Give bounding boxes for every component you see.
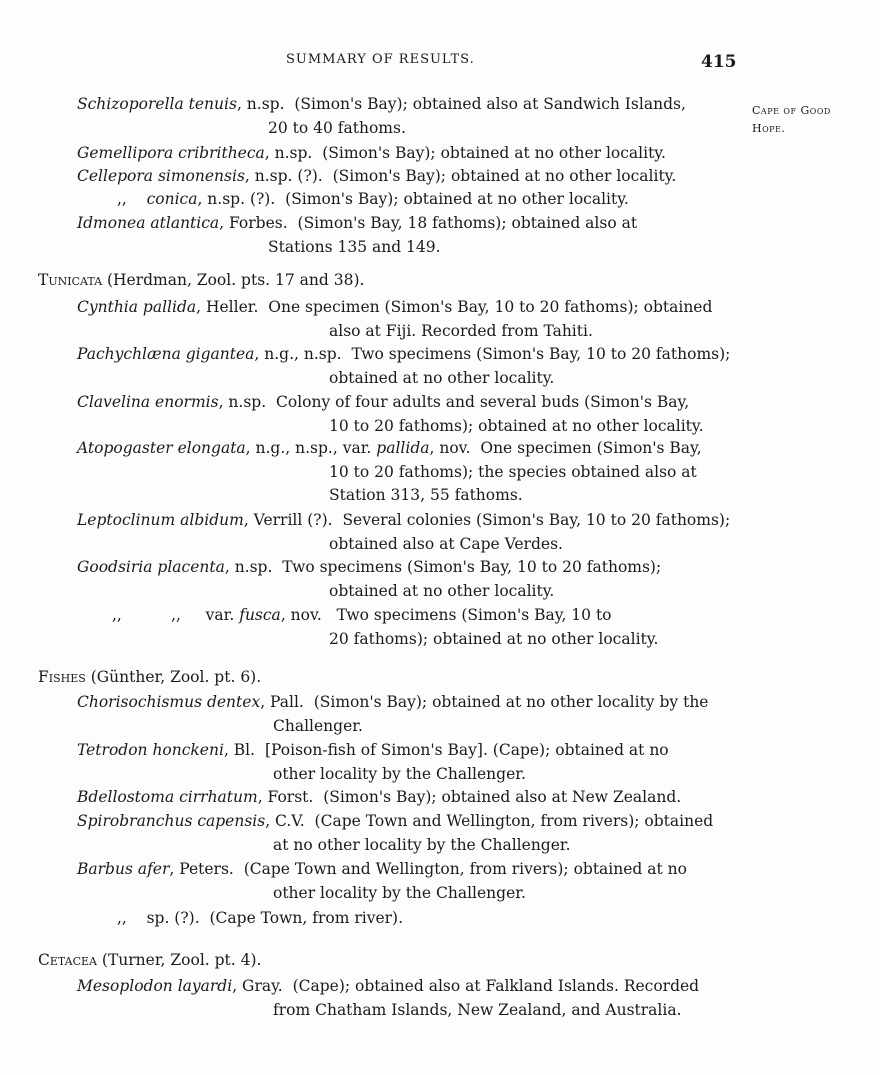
species-entry: [77, 509, 730, 556]
variety-name: fusca: [239, 606, 281, 624]
authority: , Heller.: [196, 298, 259, 316]
locality-text: (Cape Town, from river).: [209, 909, 404, 927]
continuation-line: at no other locality by the Challenger.: [273, 835, 571, 854]
locality-text: Two specimens (Simon's Bay, 10 to 20 fathoms);: [282, 558, 662, 576]
species-name: Mesoplodon layardi: [77, 977, 233, 995]
species-entry: [112, 604, 658, 651]
section-heading-ref: (Günther, Zool. pt. 6).: [85, 668, 262, 686]
species-entry: [77, 556, 661, 603]
species-entry: [117, 907, 403, 931]
margin-note: [752, 102, 862, 138]
locality-text: One specimen (Simon's Bay, 10 to 20 fathoms); obtained: [268, 298, 713, 316]
locality-text: Several colonies (Simon's Bay, 10 to 20 fathoms);: [342, 511, 731, 529]
species-name: Atopogaster elongata: [77, 439, 246, 457]
authority: , Forbes.: [219, 214, 288, 232]
section-heading-ref: (Turner, Zool. pt. 4).: [96, 951, 262, 969]
species-name: Barbus afer: [77, 860, 170, 878]
locality-text: Two specimens (Simon's Bay, 10 to: [336, 606, 612, 624]
authority: , n.sp.: [236, 95, 285, 113]
species-name: Idmonea atlantica: [77, 214, 220, 232]
authority: , n.sp. (?).: [197, 190, 276, 208]
section-heading-label: Tunicata: [38, 271, 103, 289]
margin-note-line: Cape of Good: [752, 104, 831, 117]
species-entry: [77, 786, 681, 810]
locality-text: (Cape Town and Wellington, from rivers); obtained at no: [243, 860, 687, 878]
species-entry: [77, 165, 676, 189]
authority: , n.sp.: [264, 144, 313, 162]
species-name: Cellepora simonensis: [77, 167, 245, 185]
authority: , Pall.: [260, 693, 304, 711]
locality-text: (Simon's Bay); obtained also at New Zealand.: [323, 788, 682, 806]
species-name: Bdellostoma cirrhatum: [77, 788, 258, 806]
locality-text: (Simon's Bay); obtained at no other locality by the: [313, 693, 709, 711]
species-name: Chorisochismus dentex: [77, 693, 261, 711]
species-entry: [117, 188, 629, 212]
authority: , n.g., n.sp.: [254, 345, 342, 363]
section-heading-ref: (Herdman, Zool. pts. 17 and 38).: [102, 271, 365, 289]
continuation-line: 10 to 20 fathoms); the species obtained also at: [329, 462, 697, 481]
authority: , Forst.: [257, 788, 314, 806]
authority: sp. (?).: [146, 909, 200, 927]
species-name: Tetrodon honckeni: [77, 741, 224, 759]
margin-note-line: Hope.: [752, 122, 786, 135]
locality-text: (Simon's Bay); obtained at no other locality.: [332, 167, 677, 185]
continuation-line: obtained also at Cape Verdes.: [329, 534, 563, 553]
authority: , Bl.: [223, 741, 256, 759]
species-name: Schizoporella tenuis: [77, 95, 237, 113]
continuation-line: from Chatham Islands, New Zealand, and Australia.: [273, 1000, 682, 1019]
continuation-line: 20 to 40 fathoms.: [268, 118, 406, 137]
authority: , C.V.: [265, 812, 305, 830]
locality-text: (Simon's Bay); obtained at no other locality.: [285, 190, 629, 208]
authority: var.: [205, 606, 235, 624]
locality-text: (Cape); obtained also at Falkland Islands. Recorded: [292, 977, 700, 995]
continuation-line: other locality by the Challenger.: [273, 764, 526, 783]
species-entry: [77, 343, 730, 390]
section-heading-tunicata: [38, 271, 364, 289]
variety-name: pallida: [376, 439, 430, 457]
species-entry: [77, 391, 704, 438]
locality-text: [Poison-fish of Simon's Bay]. (Cape); obtained at no: [264, 741, 669, 759]
locality-text: (Simon's Bay); obtained at no other locality.: [322, 144, 666, 162]
continuation-line: Stations 135 and 149.: [268, 237, 441, 256]
section-heading-label: Cetacea: [38, 951, 97, 969]
locality-text: Colony of four adults and several buds (Simon's Bay,: [276, 393, 690, 411]
locality-text: (Simon's Bay, 18 fathoms); obtained also at: [297, 214, 638, 232]
species-entry: [77, 858, 687, 905]
species-entry: [77, 142, 666, 166]
section-heading-cetacea: [38, 951, 261, 969]
continuation-line: obtained at no other locality.: [329, 368, 555, 387]
authority: , n.sp. (?).: [244, 167, 323, 185]
species-name: Spirobranchus capensis: [77, 812, 266, 830]
species-name: Leptoclinum albidum: [77, 511, 244, 529]
locality-text: Two specimens (Simon's Bay, 10 to 20 fathoms);: [351, 345, 731, 363]
continuation-line: 20 fathoms); obtained at no other locality.: [329, 629, 659, 648]
authority: , n.sp.: [224, 558, 273, 576]
authority: , n.g., n.sp., var.: [245, 439, 372, 457]
authority: , nov.: [280, 606, 322, 624]
continuation-line: Station 313, 55 fathoms.: [329, 486, 523, 504]
authority: , nov.: [429, 439, 471, 457]
species-entry: [77, 437, 702, 508]
species-name: Pachychlæna gigantea: [77, 345, 255, 363]
section-heading-fishes: [38, 668, 261, 686]
species-entry: [77, 212, 637, 259]
species-entry: [77, 739, 669, 786]
continuation-line: Challenger.: [273, 716, 363, 735]
ditto-mark: ,, ,,: [112, 606, 181, 624]
species-entry: [77, 975, 699, 1022]
running-header: SUMMARY OF RESULTS.: [286, 52, 475, 67]
authority: , Gray.: [232, 977, 283, 995]
species-name: Clavelina enormis: [77, 393, 219, 411]
authority: , Peters.: [169, 860, 234, 878]
species-entry: [77, 93, 686, 140]
locality-text: (Cape Town and Wellington, from rivers); obtained: [314, 812, 714, 830]
species-entry: [77, 810, 713, 857]
continuation-line: also at Fiji. Recorded from Tahiti.: [329, 321, 593, 340]
page-number: 415: [701, 52, 737, 72]
continuation-line: obtained at no other locality.: [329, 581, 555, 600]
species-name: Cynthia pallida: [77, 298, 197, 316]
species-name: Goodsiria placenta: [77, 558, 225, 576]
continuation-line: other locality by the Challenger.: [273, 883, 526, 902]
locality-text: One specimen (Simon's Bay,: [480, 439, 702, 457]
ditto-mark: ,,: [117, 909, 127, 927]
species-entry: [77, 691, 708, 738]
ditto-mark: ,,: [117, 190, 127, 208]
continuation-line: 10 to 20 fathoms); obtained at no other locality.: [329, 416, 704, 435]
species-name: conica: [146, 190, 198, 208]
authority: , Verrill (?).: [243, 511, 333, 529]
species-name: Gemellipora cribritheca: [77, 144, 265, 162]
authority: , n.sp.: [218, 393, 267, 411]
species-entry: [77, 296, 712, 343]
section-heading-label: Fishes: [38, 668, 86, 686]
locality-text: (Simon's Bay); obtained also at Sandwich Islands,: [294, 95, 686, 113]
